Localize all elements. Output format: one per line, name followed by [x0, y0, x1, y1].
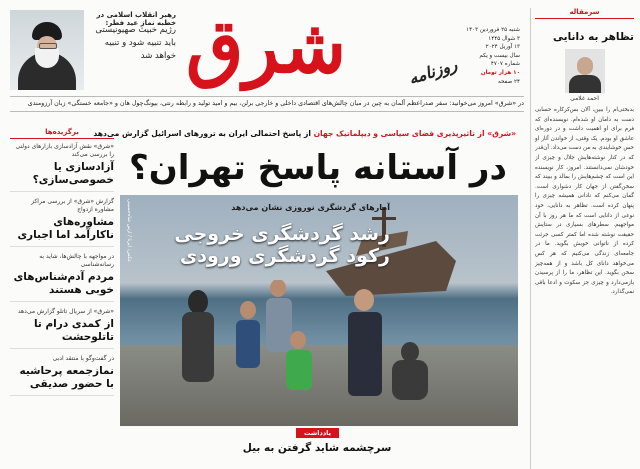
issue-date: شنبه ۲۵ فروردین ۱۴۰۳ [466, 27, 520, 33]
left-kicker: در گفت‌وگو با منتقد ادبی [52, 355, 114, 362]
author-name: احمد غلامی [570, 95, 599, 102]
issue-gregorian-date: ۱۳ آوریل ۲۰۲۴ [485, 44, 520, 51]
masthead-logo [176, 2, 458, 98]
left-kicker: در مواجهه با چالش‌ها، شاید به رسانه‌شناسی [39, 253, 114, 268]
masthead-small: روزنامه [406, 54, 460, 89]
left-headline[interactable]: آزادسازی یا خصوصی‌سازی؟ [10, 161, 114, 192]
today-bar[interactable]: در «شرق» امروز می‌خوانید: سفر صدراعظم آلمان به چین در میان چالش‌های اقتصادی داخلی و خارجی برلن، بیم و امید تولید و رابطه رنتی، بیونگ‌چول هان و «جامعه خستگی» زبان آرزومندی [10, 96, 524, 112]
left-headline[interactable]: مشاوره‌های ناکارآمد اما اجباری [10, 216, 114, 247]
left-kicker: «شرق» از سریال تاتلو گزارش می‌دهد [17, 308, 114, 315]
left-headline[interactable]: نمازجمعه پرحاشیه با حضور صدیقی [10, 365, 114, 396]
author-photo [565, 49, 605, 93]
main-subheadline[interactable] [93, 129, 516, 138]
left-kicker: «شرق» نقش آزادسازی بازارهای دولتی را بررسی می‌کند [15, 143, 114, 158]
issue-year: سال بیست و یکم [479, 52, 520, 59]
issue-pages: ۲۴ صفحه [498, 78, 520, 85]
editorial-tag: سرمقاله [535, 8, 634, 19]
leader-portrait [10, 10, 84, 90]
leader-quote: رژیم خبیث صهیونیستی باید تنبیه شود و تنبیه خواهد شد [95, 25, 176, 61]
left-headline[interactable]: از کمدی درام تا تاتلوحشت [10, 318, 114, 349]
issue-number: شماره ۴۷۰۷ [490, 61, 520, 68]
issue-price: ۱۰ هزار تومان [480, 69, 520, 76]
left-column [10, 128, 114, 469]
photo-headline-line1[interactable]: رشد گردشگری خروجی [174, 223, 390, 245]
people-illustration [140, 280, 430, 425]
main-photo[interactable] [120, 195, 518, 426]
issue-info [462, 26, 520, 86]
left-headline[interactable]: مردم آدم‌شناس‌های خوبی هستند [10, 271, 114, 302]
note-headline[interactable]: سرچشمه شاید گرفتن به بیل [242, 442, 392, 454]
photo-credit: عکس: ایرنا / ارس شاه‌حسینی [126, 199, 132, 263]
right-column [530, 8, 634, 469]
note-tag: یادداشت [296, 428, 339, 438]
issue-hijri-date: ۳ شوال ۱۴۴۵ [488, 35, 520, 42]
photo-headline-line2[interactable]: رکود گردشگری ورودی [179, 245, 390, 267]
main-subheadline-prefix: «شرق» از تاثیرپذیری فضای سیاسی و دیپلماتیک جهان [313, 129, 516, 138]
masthead-word: شرق [186, 4, 347, 90]
photo-overline: آمارهای گردشگری نوروزی نشان می‌دهد [231, 203, 390, 212]
left-section-tag: برگزیده‌ها [10, 128, 114, 139]
left-kicker: گزارش «شرق» از بررسی مراکز مشاوره ازدواج [31, 198, 114, 213]
main-subheadline-rest: از پاسخ احتمالی ایران به ترورهای اسرائیل گزارش می‌دهد [93, 129, 314, 138]
main-headline[interactable]: در آستانه پاسخ تهران؟ [129, 148, 507, 188]
leader-caption: رهبر انقلاب اسلامی در خطبه نماز عید فطر: [96, 11, 176, 27]
editorial-body: بدبختی‌ام را ببین، آلان بس‌کرکاره حسابی دست به دامان او شده‌ام. نویسنده‌ای که فرم برای او اهمیت داشت و در دوره‌ای عاشق او بودم. یک وقتی، از خواندن آثار او حس خوشایندی به من دست می‌داد. آن‌قدر که در کنار نوشته‌هایش جلال و چیزی از خودشان نمی‌دانستند. امروز، کار نویسنده این است که چشم‌هایش را بمالد و ببیند که سخن‌گفتن از جهان کار دشواری است. گمان می‌کنم که نادانی همیشه چیزی را پنهان کرده است. تظاهر به دانایی، خود نوعی از دانایی است که ما هر روز با آن مواجهیم. سطرهای بسیاری در ستایش حقیقت نوشته شده اما کمتر کسی جرئت کرده از ناتوانی خویش بگوید. ما در جامعه‌ای زندگی می‌کنیم که هر کس می‌خواهد دانای کل باشد و از همه‌چیز سخن بگوید. این تظاهر، ما را از پرسیدن بازمی‌دارد و چیزی جز سکوت و ادعا باقی نمی‌گذارد. [535, 107, 634, 296]
editorial-headline[interactable]: تظاهر به دانایی [553, 31, 634, 43]
